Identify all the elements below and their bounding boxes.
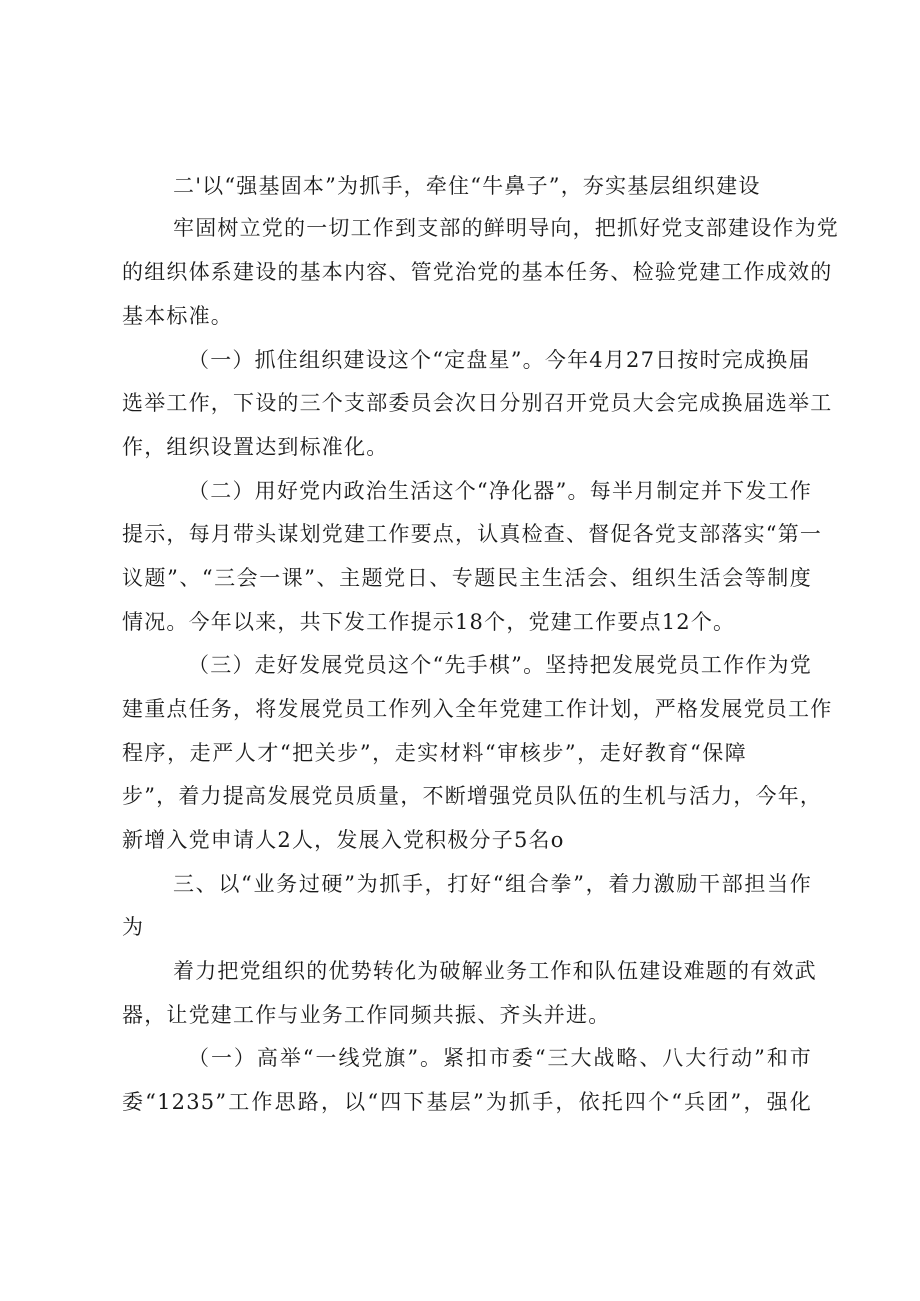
paragraph-line: 提示，每月带头谋划党建工作要点，认真检查、督促各党支部落实“第一 [122, 522, 823, 546]
paragraph-line: 牢固树立党的一切工作到支部的鲜明导向，把抓好党支部建设作为党 [173, 216, 839, 240]
paragraph-line: 着力把党组织的优势转化为破解业务工作和队伍建设难题的有效武 [173, 959, 817, 983]
paragraph-line: 委“1235”工作思路，以“四下基层”为抓手，依托四个“兵团”，强化 [122, 1090, 812, 1114]
paragraph-line: 步”，着力提高发展党员质量，不断增强党员队伍的生机与活力，今年， [122, 784, 823, 808]
paragraph-line: （二）用好党内政治生活这个“净化器”。每半月制定并下发工作 [188, 479, 812, 503]
section-heading-three-continued: 为 [122, 915, 145, 939]
section-heading-three: 三、以“业务过硬”为抓手，打好“组合拳”，着力激励干部担当作 [173, 872, 812, 896]
paragraph-line: （一）抓住组织建设这个“定盘星”。今年4月27日按时完成换届 [188, 348, 811, 372]
paragraph-line: （一）高举“一线党旗”。紧扣市委“三大战略、八大行动”和市 [188, 1046, 812, 1070]
paragraph-line: 情况。今年以来，共下发工作提示18个，党建工作要点12个。 [122, 610, 736, 634]
section-heading-two: 二'以“强基固本”为抓手，牵住“牛鼻子”，夯实基层组织建设 [173, 174, 761, 198]
paragraph-line: 作，组织设置达到标准化。 [122, 435, 389, 459]
paragraph-line: 建重点任务，将发展党员工作列入全年党建工作计划，严格发展党员工作 [122, 697, 833, 721]
paragraph-line: 器，让党建工作与业务工作同频共振、齐头并进。 [122, 1003, 611, 1027]
paragraph-line: 的组织体系建设的基本内容、管党治党的基本任务、检验党建工作成效的 [122, 260, 833, 284]
paragraph-line: 议题”、“三会一课”、主题党日、专题民主生活会、组织生活会等制度 [122, 566, 812, 590]
paragraph-line: 程序，走严人才“把关步”，走实材料“审核步”，走好教育“保障 [122, 741, 747, 765]
paragraph-line: （三）走好发展党员这个“先手棋”。坚持把发展党员工作作为党 [188, 653, 812, 677]
paragraph-line: 基本标准。 [122, 304, 233, 328]
paragraph-line: 选举工作，下设的三个支部委员会次日分别召开党员大会完成换届选举工 [122, 391, 833, 415]
paragraph-line: 新增入党申请人2人，发展入党积极分子5名o [122, 828, 565, 852]
